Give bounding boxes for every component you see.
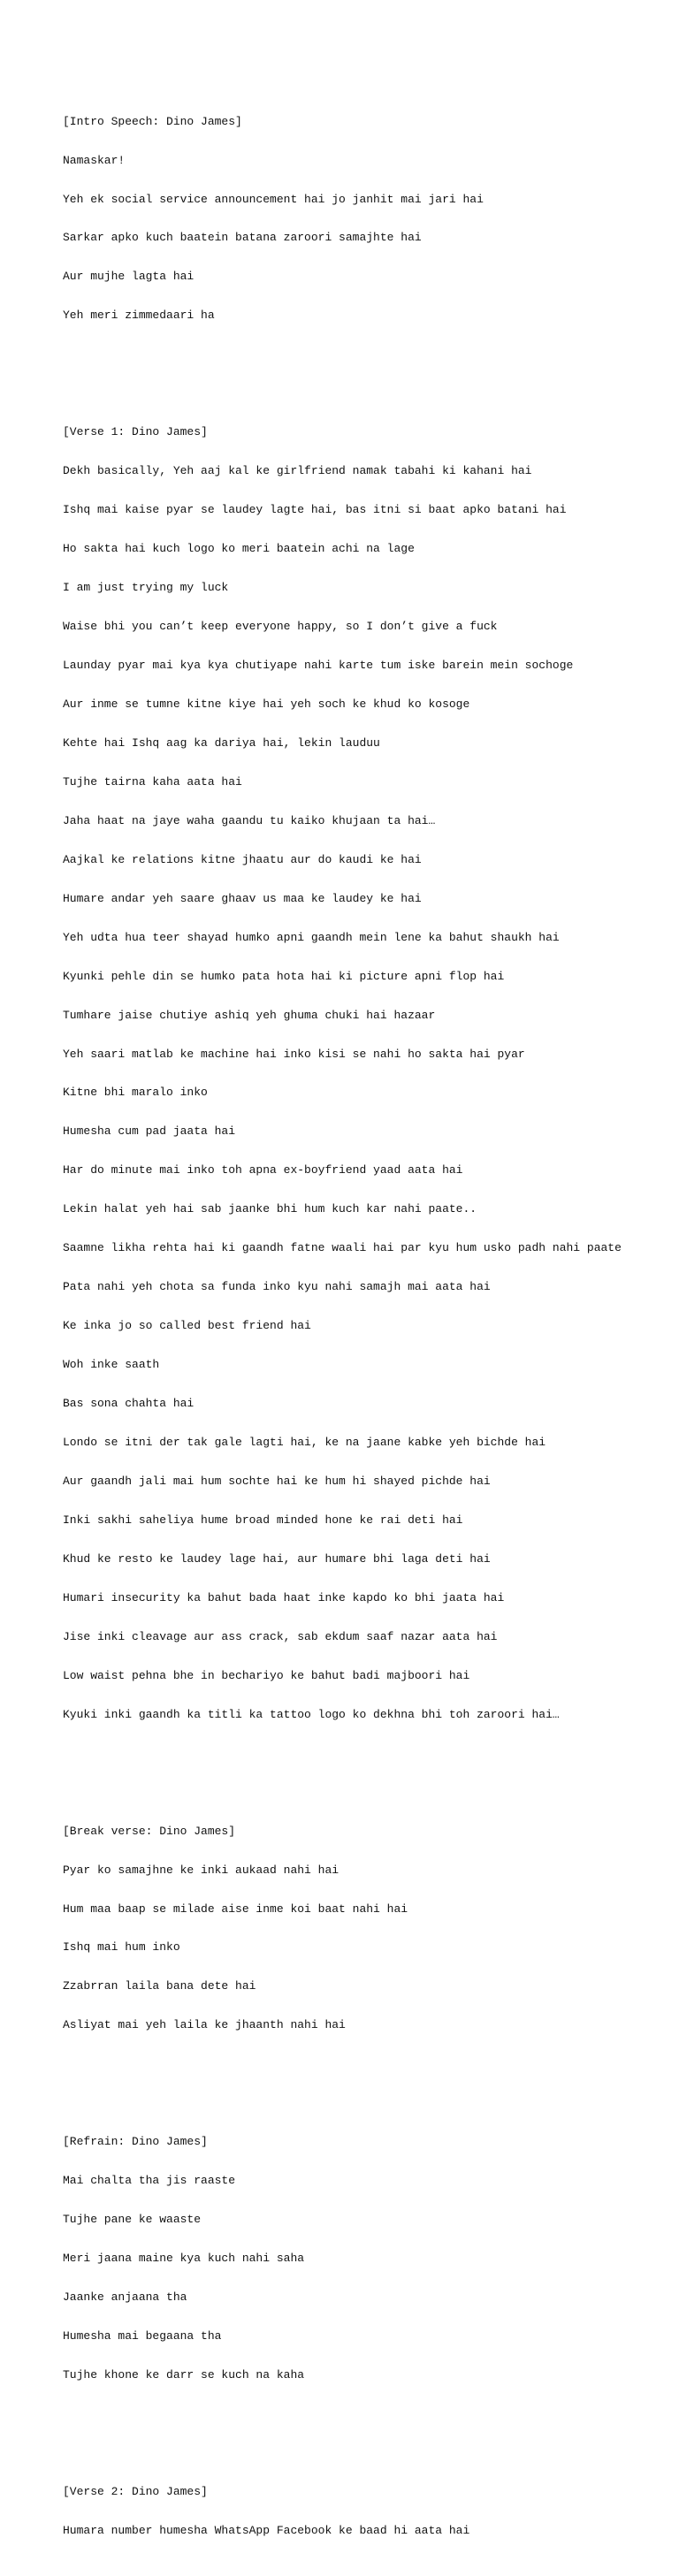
lyric-line: Humara number humesha WhatsApp Facebook ke baad hi aata hai — [63, 2523, 470, 2537]
lyric-line: Low waist pehna bhe in bechariyo ke bahut badi majboori hai — [63, 1668, 470, 1682]
lyric-line: Aur inme se tumne kitne kiye hai yeh soch ke khud ko kosoge — [63, 697, 470, 711]
lyric-line: Ke inka jo so called best friend hai — [63, 1319, 311, 1333]
lyric-line: Asliyat mai yeh laila ke jhaanth nahi hai — [63, 2018, 346, 2032]
lyric-line: Kehte hai Ishq aag ka dariya hai, lekin lauduu — [63, 735, 380, 750]
lyric-line: Yeh udta hua teer shayad humko apni gaandh mein lene ka bahut shaukh hai — [63, 930, 560, 944]
lyric-line: Dekh basically, Yeh aaj kal ke girlfriend namak tabahi ki kahani hai — [63, 464, 532, 478]
lyric-line: Hum maa baap se milade aise inme koi baat nahi hai — [63, 1902, 408, 1916]
lyric-line: Jaanke anjaana tha — [63, 2290, 187, 2305]
lyric-line: Sarkar apko kuch baatein batana zaroori samajhte hai — [63, 231, 422, 245]
lyric-line: I am just trying my luck — [63, 581, 229, 595]
lyric-line: Tujhe pane ke waaste — [63, 2213, 202, 2227]
section-intro-speech — [63, 89, 664, 348]
section-verse-2 — [63, 2460, 664, 2564]
lyric-line: Inki sakhi saheliya hume broad minded hone ke rai deti hai — [63, 1513, 463, 1527]
lyric-line: Tujhe khone ke darr se kuch na kaha — [63, 2367, 305, 2382]
section-refrain — [63, 2110, 664, 2408]
lyric-line: Jise inki cleavage aur ass crack, sab ekdum saaf nazar aata hai — [63, 1629, 498, 1643]
lyric-line: Zzabrran laila bana dete hai — [63, 1979, 256, 1993]
lyric-line: Kyuki inki gaandh ka titli ka tattoo logo ko dekhna bhi toh zaroori hai… — [63, 1707, 560, 1721]
lyric-line: Aur gaandh jali mai hum sochte hai ke hum hi shayed pichde hai — [63, 1475, 491, 1488]
lyric-line: Mai chalta tha jis raaste — [63, 2174, 236, 2188]
lyric-line: Tumhare jaise chutiye ashiq yeh ghuma chuki hai hazaar — [63, 1008, 436, 1022]
lyric-line: Khud ke resto ke laudey lage hai, aur humare bhi laga deti hai — [63, 1551, 491, 1566]
lyric-line: Ishq mai kaise pyar se laudey lagte hai, bas itni si baat apko batani hai — [63, 503, 567, 517]
lyric-line: Bas sona chahta hai — [63, 1397, 195, 1411]
section-heading: [Break verse: Dino James] — [63, 1824, 236, 1838]
lyric-line: Ishq mai hum inko — [63, 1940, 180, 1955]
lyric-line: Har do minute mai inko toh apna ex-boyfriend yaad aata hai — [63, 1163, 463, 1177]
lyric-line: Pyar ko samajhne ke inki aukaad nahi hai — [63, 1863, 340, 1877]
lyric-line: Ho sakta hai kuch logo ko meri baatein achi na lage — [63, 542, 415, 556]
lyric-line: Pata nahi yeh chota sa funda inko kyu nahi samajh mai aata hai — [63, 1280, 491, 1294]
lyric-line: Kyunki pehle din se humko pata hota hai ki picture apni flop hai — [63, 969, 505, 983]
lyric-line: Kitne bhi maralo inko — [63, 1086, 208, 1100]
section-heading: [Refrain: Dino James] — [63, 2135, 208, 2149]
lyrics-document — [63, 64, 664, 2576]
lyric-line: Jaha haat na jaye waha gaandu tu kaiko khujaan ta hai… — [63, 813, 436, 827]
lyric-line: Launday pyar mai kya kya chutiyape nahi karte tum iske barein mein sochoge — [63, 658, 574, 672]
lyric-line: Londo se itni der tak gale lagti hai, ke na jaane kabke yeh bichde hai — [63, 1436, 546, 1450]
lyric-line: Yeh saari matlab ke machine hai inko kisi se nahi ho sakta hai pyar — [63, 1047, 525, 1061]
lyric-line: Humesha mai begaana tha — [63, 2329, 222, 2343]
lyric-line: Yeh ek social service announcement hai jo janhit mai jari hai — [63, 192, 484, 206]
section-verse-1 — [63, 400, 664, 1748]
lyric-line: Meri jaana maine kya kuch nahi saha — [63, 2252, 305, 2266]
lyric-line: Aajkal ke relations kitne jhaatu aur do kaudi ke hai — [63, 852, 422, 866]
lyric-line: Humari insecurity ka bahut bada haat inke kapdo ko bhi jaata hai — [63, 1590, 505, 1604]
lyric-line: Waise bhi you can’t keep everyone happy, so I don’t give a fuck — [63, 620, 498, 634]
section-heading: [Verse 1: Dino James] — [63, 425, 208, 439]
lyric-line: Yeh meri zimmedaari ha — [63, 309, 215, 323]
lyric-line: Saamne likha rehta hai ki gaandh fatne waali hai par kyu hum usko padh nahi paate — [63, 1241, 622, 1255]
lyric-line: Namaskar! — [63, 153, 126, 167]
lyric-line: Humare andar yeh saare ghaav us maa ke laudey ke hai — [63, 891, 422, 905]
section-heading: [Intro Speech: Dino James] — [63, 114, 242, 128]
section-heading: [Verse 2: Dino James] — [63, 2484, 208, 2498]
lyric-line: Humesha cum pad jaata hai — [63, 1124, 236, 1139]
lyric-line: Lekin halat yeh hai sab jaanke bhi hum kuch kar nahi paate.. — [63, 1202, 477, 1216]
section-break-verse — [63, 1799, 664, 2058]
lyric-line: Woh inke saath — [63, 1358, 160, 1372]
lyric-line: Aur mujhe lagta hai — [63, 270, 195, 284]
lyric-line: Tujhe tairna kaha aata hai — [63, 774, 242, 789]
